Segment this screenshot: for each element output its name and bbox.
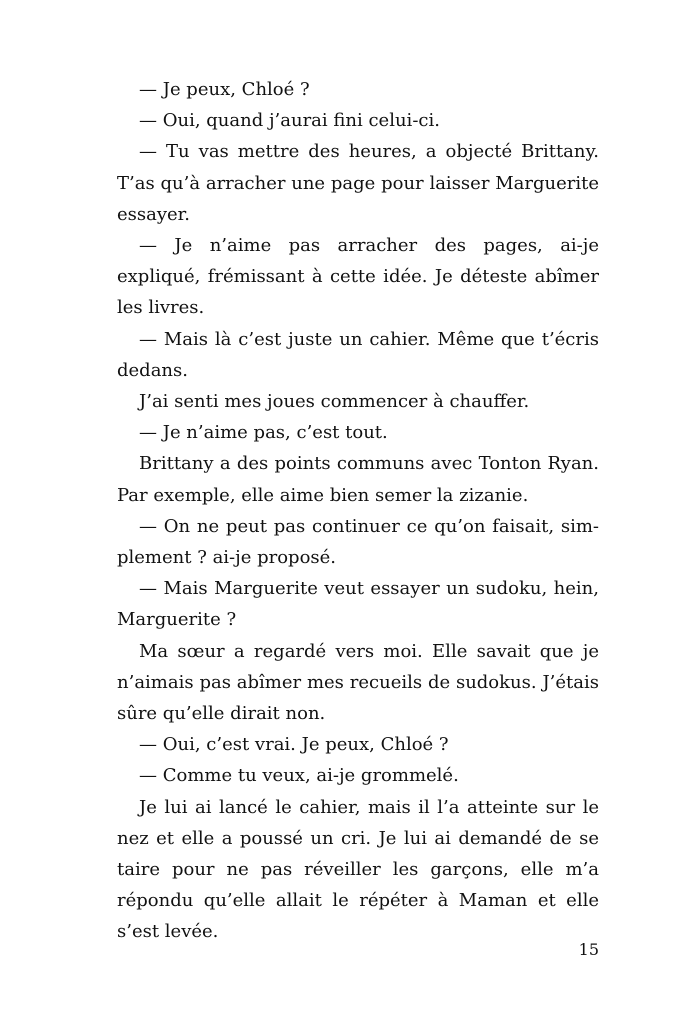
paragraph: — Oui, quand j’aurai fini celui-ci.: [139, 110, 440, 132]
paragraph: — Tu vas mettre des heures, a objecté Brittany. T’as qu’à arracher une page pour laisser Marguerite essayer.: [117, 141, 599, 225]
page-number: 15: [578, 940, 599, 959]
paragraph: Brittany a des points communs avec Tonton Ryan. Par exemple, elle aime bien semer la zizanie.: [117, 453, 599, 506]
body-text: [117, 74, 599, 948]
paragraph: — Comme tu veux, ai-je grommelé.: [139, 765, 459, 787]
paragraph: — Mais Marguerite veut essayer un sudoku, hein, Marguerite ?: [117, 578, 599, 631]
paragraph: — Oui, c’est vrai. Je peux, Chloé ?: [139, 734, 449, 756]
paragraph: — On ne peut pas continuer ce qu’on faisait, simplement ? ai-je proposé.: [117, 515, 599, 569]
paragraph: J’ai senti mes joues commencer à chauffer.: [139, 391, 530, 413]
paragraph: — Je n’aime pas arracher des pages, ai-je expliqué, frémissant à cette idée. Je déteste abîmer les livres.: [117, 235, 599, 319]
paragraph: — Je peux, Chloé ?: [139, 79, 310, 100]
paragraph: — Je n’aime pas, c’est tout.: [139, 422, 388, 444]
paragraph: — Mais là c’est juste un cahier. Même que t’écris dedans.: [117, 328, 599, 381]
paragraph: Ma sœur a regardé vers moi. Elle savait que je n’aimais pas abîmer mes recueils de sudokus. J’étais sûre qu’elle dirait non.: [117, 640, 599, 725]
paragraph: Je lui ai lancé le cahier, mais il l’a atteinte sur le nez et elle a poussé un cri. Je lui ai demandé de se taire pour ne pas réveiller les garçons, elle m’a répondu qu’elle allait le répéter à Maman et elle s’est levée.: [117, 796, 599, 943]
